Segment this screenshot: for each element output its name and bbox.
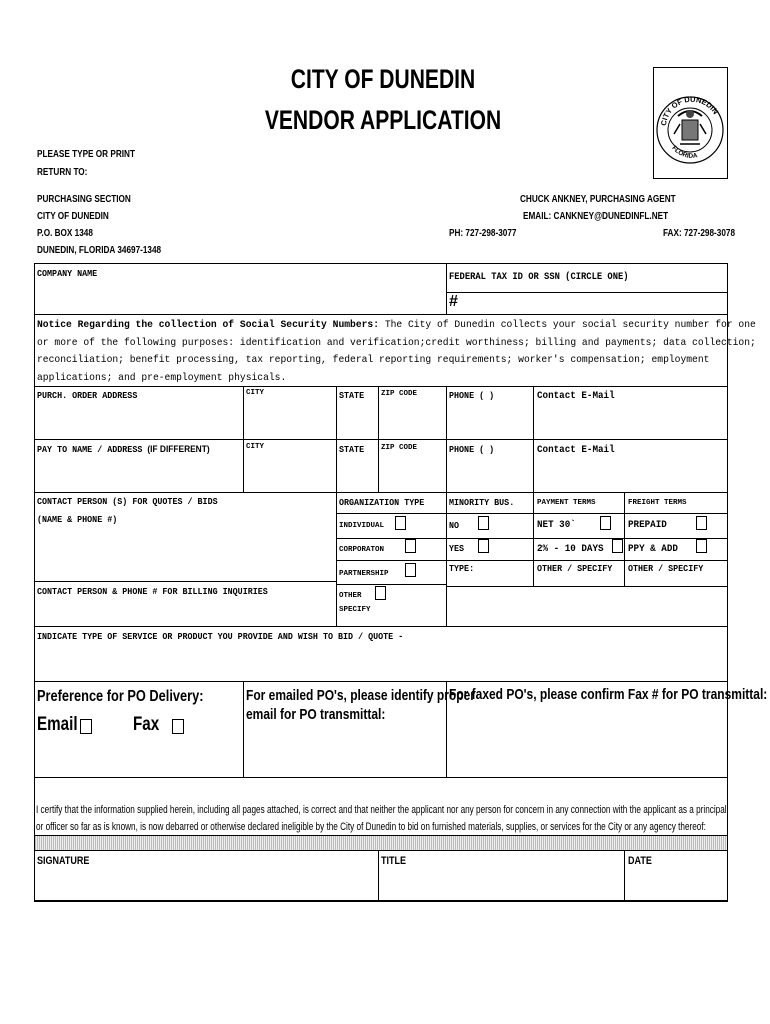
ppy-add-checkbox[interactable] bbox=[696, 539, 707, 553]
pay-to-label: PAY TO NAME / ADDRESS (IF DIFFERENT) bbox=[37, 444, 210, 455]
form-border-left bbox=[34, 263, 35, 901]
pref-po-label: Preference for PO Delivery: bbox=[37, 688, 204, 705]
divider bbox=[34, 681, 728, 682]
zip-label: ZIP CODE bbox=[381, 444, 418, 452]
page-title: CITY OF DUNEDIN bbox=[290, 64, 476, 94]
other-org-checkbox[interactable] bbox=[375, 586, 386, 600]
divider bbox=[34, 314, 728, 315]
tax-id-field[interactable] bbox=[462, 295, 722, 313]
contact-quotes-field[interactable] bbox=[37, 530, 333, 578]
contact-billing-field[interactable] bbox=[37, 600, 333, 624]
divider bbox=[624, 492, 625, 586]
corporation-checkbox[interactable] bbox=[405, 539, 416, 553]
tax-id-hash: # bbox=[449, 293, 458, 310]
org-type-label: ORGANIZATION TYPE bbox=[339, 497, 425, 508]
name-phone-label: (NAME & PHONE #) bbox=[37, 514, 118, 525]
minority-yes-label: YES bbox=[449, 543, 465, 554]
divider bbox=[533, 386, 534, 586]
contact-email-label: Contact E-Mail bbox=[537, 390, 615, 402]
divider bbox=[34, 581, 336, 582]
address-line-3: P.O. BOX 1348 bbox=[37, 228, 93, 239]
fax-option-label: Fax bbox=[133, 714, 160, 735]
email-option-label: Email bbox=[37, 714, 78, 735]
divider bbox=[336, 513, 727, 514]
individual-label: INDIVIDUAL bbox=[339, 522, 385, 530]
contact-billing-label: CONTACT PERSON & PHONE # FOR BILLING INQUIRIES bbox=[37, 586, 268, 597]
divider bbox=[34, 626, 728, 627]
agent-phone: PH: 727-298-3077 bbox=[449, 228, 517, 239]
signature-label: SIGNATURE bbox=[37, 855, 90, 867]
net30-checkbox[interactable] bbox=[600, 516, 611, 530]
net30-label: NET 30` bbox=[537, 519, 576, 531]
purchasing-agent: CHUCK ANKNEY, PURCHASING AGENT bbox=[520, 194, 676, 205]
ssn-notice: Notice Regarding the collection of Social Security Numbers: The City of Dunedin collects your social security number for one or more of the following purposes: identification and verification;credit worthiness; billing and payments; data collection; reconciliation; benefit processing, tax reporting, federal reporting requirements; worker's compensation; employment applications; and pre-employment physicals. bbox=[37, 319, 756, 384]
pay-to-field[interactable] bbox=[37, 458, 241, 490]
federal-tax-label: FEDERAL TAX ID OR SSN (CIRCLE ONE) bbox=[449, 272, 629, 283]
return-to-label: RETURN TO: bbox=[37, 167, 88, 178]
minority-type-label: TYPE: bbox=[449, 563, 475, 574]
shaded-band bbox=[35, 836, 727, 850]
zip-label: ZIP CODE bbox=[381, 390, 418, 398]
service-type-label: INDICATE TYPE OF SERVICE OR PRODUCT YOU PROVIDE AND WISH TO BID / QUOTE - bbox=[37, 631, 404, 642]
minority-no-checkbox[interactable] bbox=[478, 516, 489, 530]
company-name-label: COMPANY NAME bbox=[37, 268, 98, 279]
address-line-2: CITY OF DUNEDIN bbox=[37, 211, 109, 222]
other-label: OTHER bbox=[339, 592, 362, 600]
agent-fax: FAX: 727-298-3078 bbox=[663, 228, 736, 239]
partnership-label: PARTNERSHIP bbox=[339, 570, 389, 578]
address-line-1: PURCHASING SECTION bbox=[37, 194, 131, 205]
email-option-checkbox[interactable] bbox=[80, 719, 92, 734]
specify-label: SPECIFY bbox=[339, 606, 371, 614]
city-label: CITY bbox=[246, 443, 265, 451]
divider bbox=[243, 681, 244, 777]
address-line-4: DUNEDIN, FLORIDA 34697-1348 bbox=[37, 245, 162, 256]
purch-address-field[interactable] bbox=[37, 404, 241, 437]
purch-address-label: PURCH. ORDER ADDRESS bbox=[37, 390, 138, 401]
state-label: STATE bbox=[339, 390, 365, 401]
divider bbox=[34, 439, 728, 440]
phone-label: PHONE ( ) bbox=[449, 444, 495, 455]
certification-text: I certify that the information supplied herein, including all pages attached, is correct and that neither the applicant nor any person for concern in any connection with the applicant as a principal or officer so far as is known, is now debarred or otherwise declared ineligible by the City of Dunedin to bid on furnished materials, supplies, or services for the City or any agency thereof: bbox=[36, 804, 727, 833]
svg-text:CITY OF DUNEDIN: CITY OF DUNEDIN bbox=[658, 94, 721, 127]
contact-quotes-label: CONTACT PERSON (S) FOR QUOTES / BIDS bbox=[37, 496, 218, 507]
po-fax-field[interactable] bbox=[449, 708, 725, 774]
divider bbox=[34, 777, 728, 778]
freight-terms-label: FREIGHT TERMS bbox=[628, 499, 687, 507]
emailed-po-label: For emailed PO's, please identify proper email for PO transmittal: bbox=[246, 687, 475, 723]
signature-field[interactable] bbox=[37, 870, 375, 898]
corporation-label: CORPORATON bbox=[339, 546, 385, 554]
po-email-field[interactable] bbox=[246, 728, 444, 774]
date-label: DATE bbox=[628, 855, 652, 867]
title-field[interactable] bbox=[381, 870, 621, 898]
page-subtitle: VENDOR APPLICATION bbox=[264, 105, 502, 135]
phone-label: PHONE ( ) bbox=[449, 390, 495, 401]
contact-email-label: Contact E-Mail bbox=[537, 444, 615, 456]
individual-checkbox[interactable] bbox=[395, 516, 406, 530]
prepaid-checkbox[interactable] bbox=[696, 516, 707, 530]
city-seal bbox=[653, 67, 728, 179]
partnership-checkbox[interactable] bbox=[405, 563, 416, 577]
state-label: STATE bbox=[339, 444, 365, 455]
two-pct-checkbox[interactable] bbox=[612, 539, 623, 553]
payment-other-label: OTHER / SPECIFY bbox=[537, 563, 613, 574]
divider bbox=[446, 263, 447, 314]
two-pct-label: 2% - 10 DAYS bbox=[537, 543, 604, 555]
date-field[interactable] bbox=[628, 870, 725, 898]
freight-other-label: OTHER / SPECIFY bbox=[628, 563, 704, 574]
minority-label: MINORITY BUS. bbox=[449, 497, 515, 508]
please-type-label: PLEASE TYPE OR PRINT bbox=[37, 149, 135, 160]
seal-icon bbox=[654, 68, 727, 178]
divider bbox=[336, 560, 727, 561]
divider bbox=[336, 538, 727, 539]
divider bbox=[336, 584, 447, 585]
agent-email: EMAIL: CANKNEY@DUNEDINFL.NET bbox=[523, 211, 669, 222]
divider bbox=[378, 850, 379, 900]
divider bbox=[624, 850, 625, 900]
divider bbox=[446, 586, 727, 587]
payment-terms-label: PAYMENT TERMS bbox=[537, 499, 596, 507]
form-border-bottom bbox=[34, 900, 728, 902]
svg-text:FLORIDA: FLORIDA bbox=[670, 144, 699, 160]
title-label: TITLE bbox=[381, 855, 407, 867]
ppy-add-label: PPY & ADD bbox=[628, 543, 678, 555]
minority-yes-checkbox[interactable] bbox=[478, 539, 489, 553]
service-type-field[interactable] bbox=[37, 645, 725, 679]
fax-option-checkbox[interactable] bbox=[172, 719, 184, 734]
company-name-field[interactable] bbox=[37, 280, 441, 310]
minority-no-label: NO bbox=[449, 520, 460, 531]
divider bbox=[446, 386, 447, 626]
city-label: CITY bbox=[246, 389, 265, 397]
form-border-top bbox=[34, 263, 728, 264]
prepaid-label: PREPAID bbox=[628, 519, 667, 531]
faxed-po-label: For faxed PO's, please confirm Fax # for PO transmittal: bbox=[449, 686, 768, 703]
divider bbox=[446, 292, 727, 293]
